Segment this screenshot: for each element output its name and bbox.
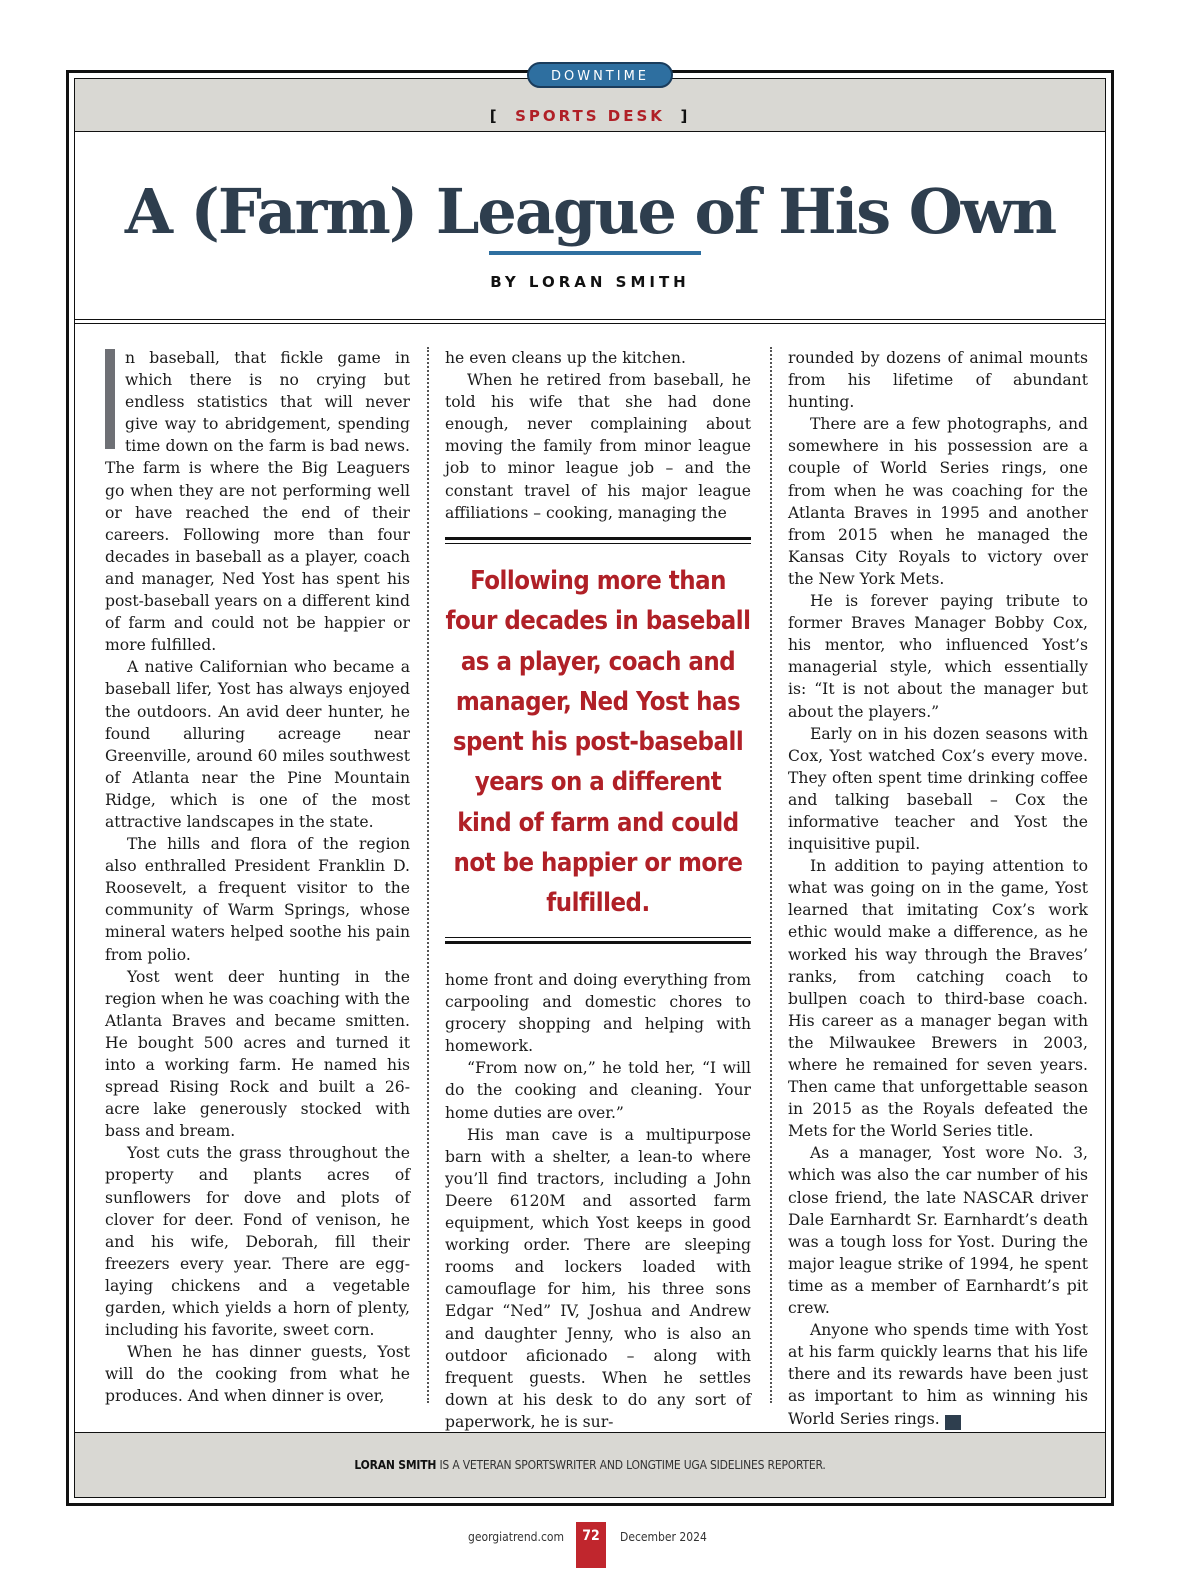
article-frame: [66, 70, 1114, 1506]
paragraph-text: Anyone who spends time with Yost at his farm quickly learns that his life there and its rewards have been just as important to him as winning his World Series rings.: [788, 1321, 1088, 1428]
bio-author-name: LORAN SMITH: [354, 1458, 437, 1472]
page-number: 72: [582, 1528, 600, 1544]
column-separator: [427, 347, 429, 1403]
page-footer: [0, 1522, 1200, 1568]
column-1: [105, 347, 410, 1408]
title-underline: [489, 251, 701, 255]
paragraph: In addition to paying attention to what was going on in the game, Yost learned that imitating Cox’s work ethic would make a difference, as he worked his way through the Braves’ ranks, from catching coach to bullpen coach to third-base coach. His career as a manager began with the Milwaukee Brewers in 2003, where he remained for seven years. Then came that unforgettable season in 2015 as the Royals defeated the Mets for the World Series title.: [788, 857, 1088, 1141]
drop-cap-bar-icon: [105, 349, 115, 449]
column-2-bottom: [445, 969, 751, 1433]
end-mark-icon: GT: [945, 1415, 961, 1430]
paragraph: Early on in his dozen seasons with Cox, Yost watched Cox’s every move. They often spent time drinking coffee and talking baseball – Cox the informative teacher and Yost the inquisitive pupil.: [788, 724, 1088, 854]
author-bio: [75, 1432, 1105, 1497]
pull-quote-rule-bottom: [445, 937, 751, 944]
section-label: [75, 107, 1105, 125]
bio-text: IS A VETERAN SPORTSWRITER AND LONGTIME UGA SIDELINES REPORTER.: [439, 1458, 826, 1472]
pull-quote: Following more than four decades in baseball as a player, coach and manager, Ned Yost has spent his post-baseball years on a different kind of farm and could not be happier or more fulfilled.: [445, 566, 751, 919]
department-badge: DOWNTIME: [527, 62, 673, 88]
paragraph: n baseball, that fickle game in which there is no crying but endless statistics that will never give way to abridgement, spending time down on the farm is bad news. The farm is where the Big Leaguers go when they are not performing well or have reached the end of their careers. Following more than four decades in baseball as a player, coach and manager, Ned Yost has spent his post-baseball years on a different kind of farm and could not be happier or more fulfilled.: [105, 349, 410, 655]
paragraph: His man cave is a multipurpose barn with a shelter, a lean-to where you’ll find tractors, including a John Deere 6120M and assorted farm equipment, which Yost keeps in good working order. There are sleeping rooms and lockers loaded with camouflage for him, his three sons Edgar “Ned” IV, Joshua and Andrew and daughter Jenny, who is also an outdoor aficionado – along with frequent guests. When he settles down at his desk to do any sort of paperwork, he is sur-: [445, 1125, 751, 1431]
paragraph: “From now on,” he told her, “I will do the cooking and cleaning. Your home duties are over.”: [445, 1059, 751, 1122]
paragraph: As a manager, Yost wore No. 3, which was also the car number of his close friend, the late NASCAR driver Dale Earnhardt Sr. Earnhardt’s death was a tough loss for Yost. During the major league strike of 1994, he spent time as a member of Earnhardt’s pit crew.: [788, 1144, 1088, 1318]
paragraph: home front and doing everything from carpooling and domestic chores to grocery shopping and helping with homework.: [445, 971, 751, 1056]
section-bracket-close: ]: [680, 107, 691, 125]
paragraph: There are a few photographs, and somewhere in his possession are a couple of World Series rings, one from when he was coaching for the Atlanta Braves in 1995 and another from 2015 when he managed the Kansas City Royals to victory over the New York Mets.: [788, 415, 1088, 588]
paragraph: Yost went deer hunting in the region when he was coaching with the Atlanta Braves and became smitten. He bought 500 acres and turned it into a working farm. He named his spread Rising Rock and built a 26-acre lake generously stocked with bass and bream.: [105, 967, 410, 1141]
paragraph: rounded by dozens of animal mounts from his lifetime of abundant hunting.: [788, 349, 1088, 412]
section-name: SPORTS DESK: [515, 107, 665, 125]
header-divider-secondary: [75, 323, 1105, 324]
byline: BY LORAN SMITH: [490, 273, 690, 291]
paragraph: The hills and flora of the region also enthralled President Franklin D. Roosevelt, a frequent visitor to the community of Warm Springs, whose mineral waters helped soothe his pain from polio.: [105, 835, 410, 964]
paragraph: Yost cuts the grass throughout the property and plants acres of sunflowers for dove and plots of clover for deer. Fond of venison, he and his wife, Deborah, fill their freezers every year. There are egg-laying chickens and a vegetable garden, which yields a horn of plenty, including his favorite, sweet corn.: [105, 1144, 410, 1340]
paragraph: When he retired from baseball, he told his wife that she had done enough, never complaining about moving the family from minor league job to minor league job – and the constant travel of his major league affiliations – cooking, managing the: [445, 371, 751, 522]
column-separator: [770, 347, 772, 1403]
paragraph: When he has dinner guests, Yost will do the cooking from what he produces. And when dinner is over,: [105, 1343, 410, 1406]
footer-site: georgiatrend.com: [467, 1530, 564, 1544]
paragraph: A native Californian who became a baseball lifer, Yost has always enjoyed the outdoors. An avid deer hunter, he found alluring acreage near Greenville, around 60 miles southwest of Atlanta near the Pine Mountain Ridge, which is one of the most attractive landscapes in the state.: [105, 658, 410, 831]
column-3: [788, 347, 1088, 1430]
page-number-box: [576, 1522, 606, 1568]
section-bracket-open: [: [489, 107, 500, 125]
pull-quote-rule-top: [445, 537, 751, 544]
footer-date: December 2024: [620, 1530, 707, 1544]
article-inner-frame: [74, 78, 1106, 1498]
header-divider: [75, 319, 1105, 320]
paragraph: He is forever paying tribute to former Braves Manager Bobby Cox, his mentor, who influenced Yost’s managerial style, which essentially is: “It is not about the manager but about the players.”: [788, 592, 1088, 721]
paragraph: he even cleans up the kitchen.: [445, 349, 686, 367]
article-title: A (Farm) League of His Own: [124, 175, 1056, 248]
paragraph-last: [788, 1319, 1088, 1429]
column-2-top: [445, 347, 751, 524]
